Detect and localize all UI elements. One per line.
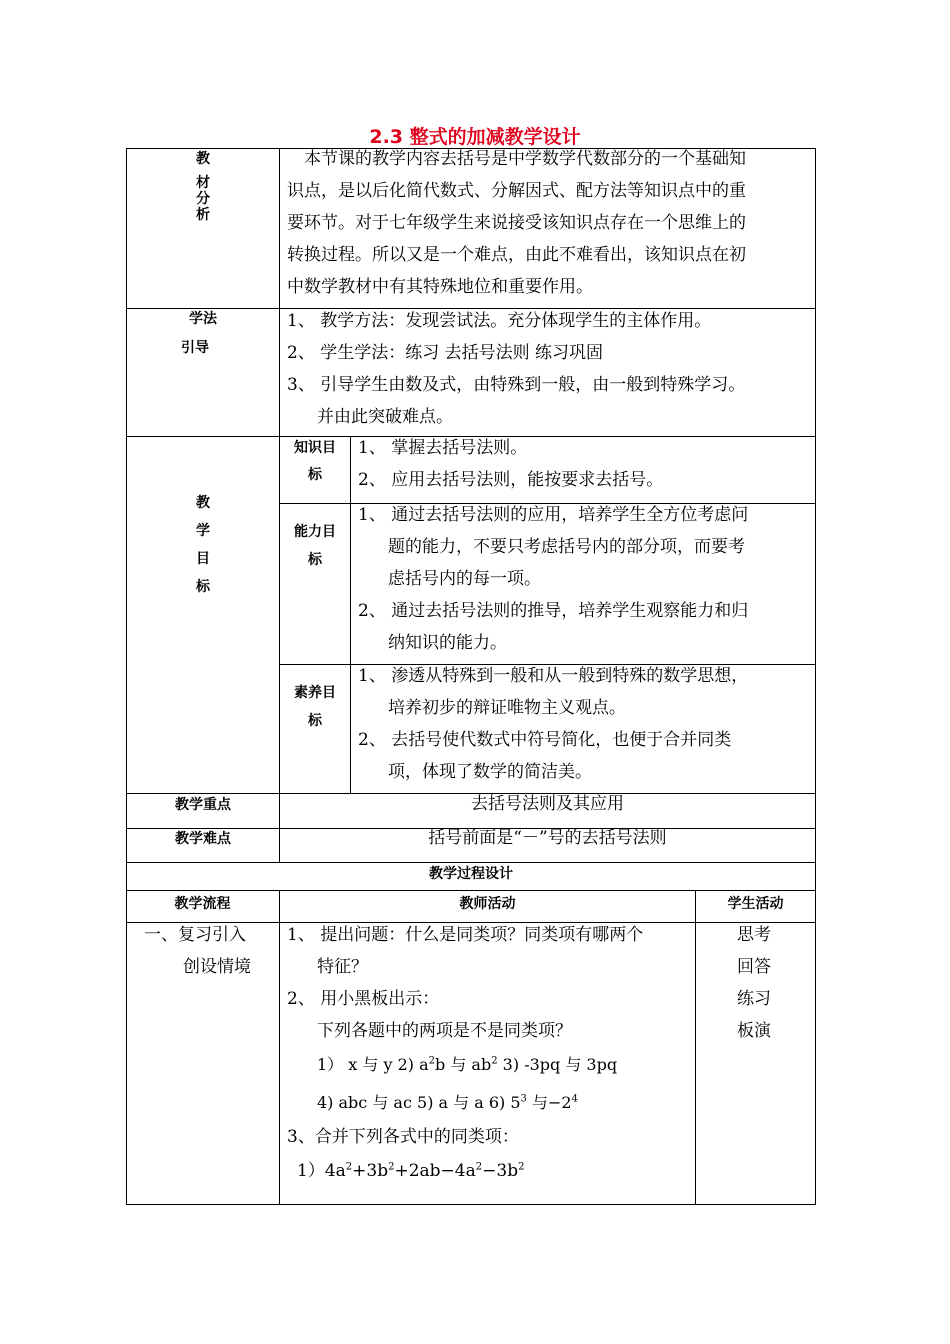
key-point-value: 去括号法则及其应用 [471, 794, 624, 814]
same-term-pairs-row1: 1） x 与 y 2) $a^2b$ 与 $ab^2$ 3) -3pq 与 3pq [317, 1055, 618, 1074]
process-header-flow: 教学流程 [174, 896, 231, 912]
page-title: 2.3 整式的加减教学设计 [369, 126, 581, 148]
same-term-pairs-row2: 4) abc 与 ac 5) a 与 a 6) $5^3$ 与$-2^4$ [317, 1093, 578, 1112]
key-point-label: 教学重点 [175, 797, 231, 813]
difficult-point-value: 括号前面是“－”号的去括号法则 [428, 828, 667, 848]
process-header-teacher: 教师活动 [459, 896, 516, 912]
difficult-point-label: 教学难点 [175, 831, 231, 847]
combine-like-terms-expression: $1)4a^2+3b^2+2ab-4a^2-3b^2$ [297, 1161, 525, 1181]
process-title: 教学过程设计 [429, 866, 513, 882]
process-header-student: 学生活动 [727, 896, 784, 912]
